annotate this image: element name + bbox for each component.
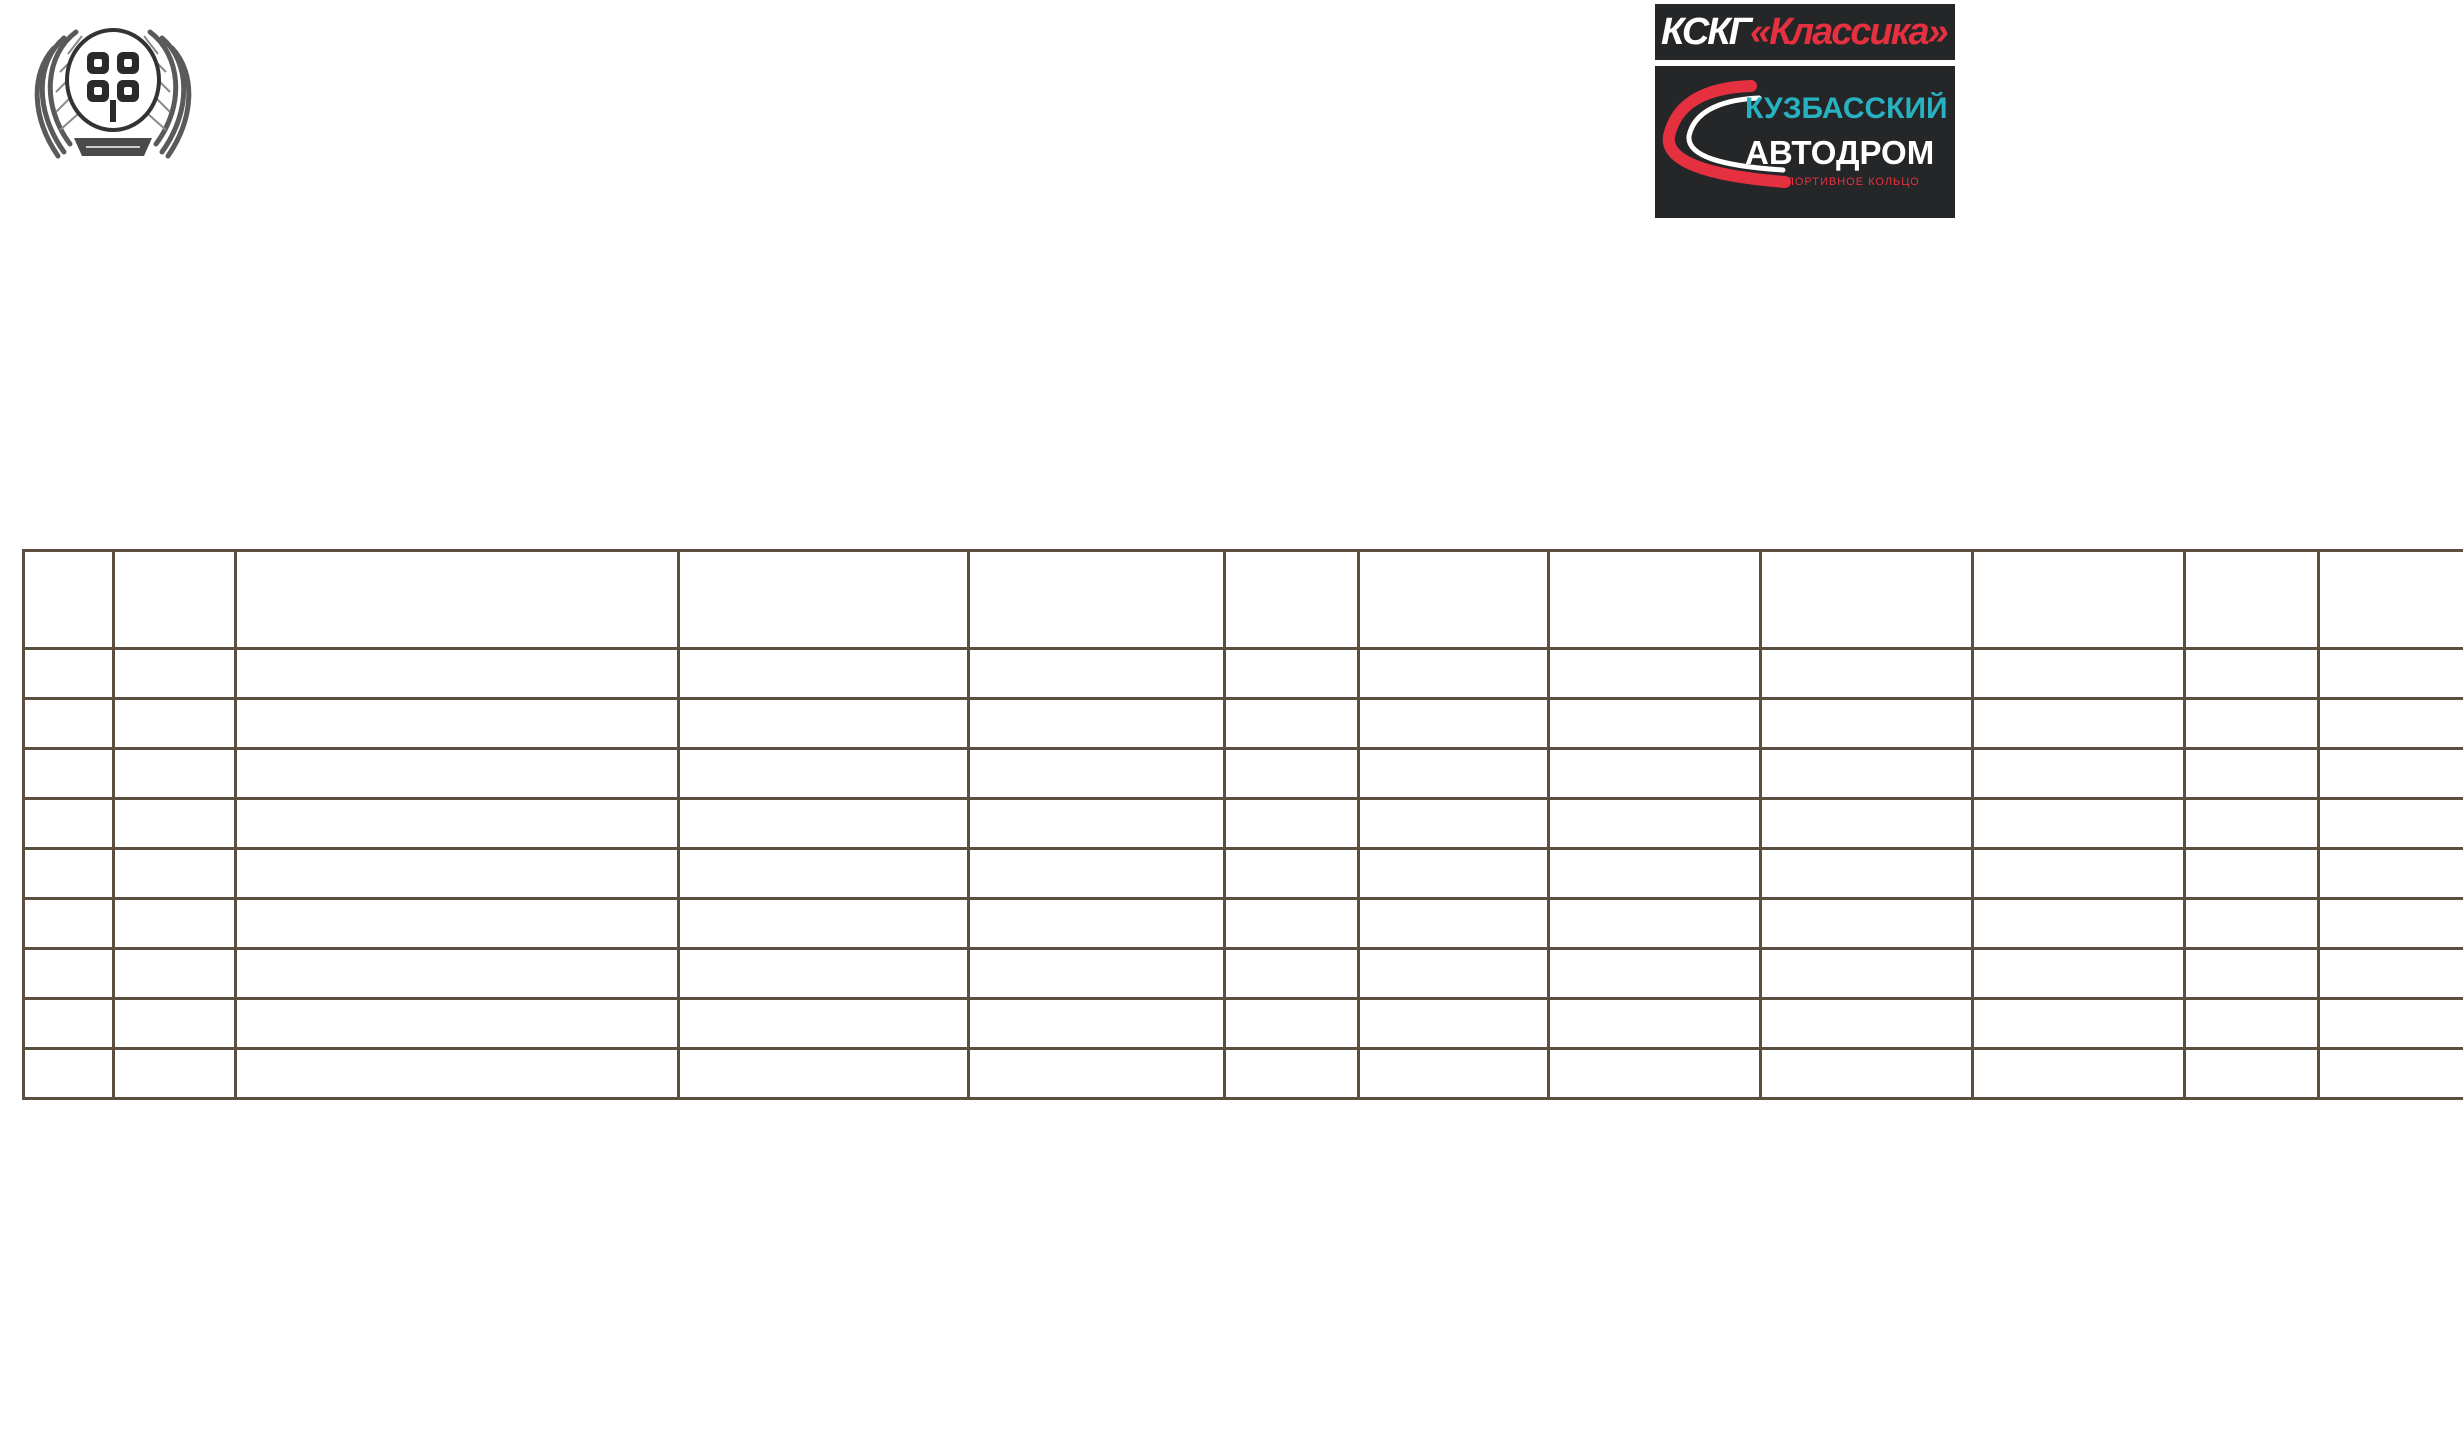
table-cell bbox=[114, 799, 236, 849]
table-row bbox=[24, 849, 2463, 899]
table-row bbox=[24, 749, 2463, 799]
table-cell bbox=[1359, 899, 1549, 949]
table-row bbox=[24, 1049, 2463, 1099]
table-cell bbox=[1359, 999, 1549, 1049]
table-cell bbox=[1359, 699, 1549, 749]
table-cell bbox=[2319, 999, 2463, 1049]
table-cell bbox=[1225, 999, 1359, 1049]
table-row bbox=[24, 649, 2463, 699]
table-cell bbox=[1761, 849, 1973, 899]
table-cell bbox=[1973, 799, 2185, 849]
table-cell bbox=[114, 551, 236, 649]
rafl-emblem-icon bbox=[24, 14, 202, 166]
table-cell bbox=[1225, 949, 1359, 999]
table-cell bbox=[24, 799, 114, 849]
table-cell bbox=[1761, 699, 1973, 749]
table-cell bbox=[969, 949, 1225, 999]
table-cell bbox=[2319, 849, 2463, 899]
table-cell bbox=[679, 551, 969, 649]
table-cell bbox=[1973, 999, 2185, 1049]
table-row bbox=[24, 999, 2463, 1049]
table-cell bbox=[1359, 551, 1549, 649]
table-cell bbox=[2319, 799, 2463, 849]
table-cell bbox=[114, 699, 236, 749]
table-cell bbox=[114, 899, 236, 949]
table-cell bbox=[2319, 899, 2463, 949]
table-cell bbox=[1761, 799, 1973, 849]
table-cell bbox=[1973, 849, 2185, 899]
table-cell bbox=[2185, 949, 2319, 999]
sponsor-bottom-banner bbox=[1655, 66, 1955, 218]
table-row bbox=[24, 949, 2463, 999]
table-cell bbox=[1549, 699, 1761, 749]
table-cell bbox=[1973, 899, 2185, 949]
table-cell bbox=[24, 899, 114, 949]
table-cell bbox=[1225, 699, 1359, 749]
table-cell bbox=[1225, 749, 1359, 799]
table-cell bbox=[2319, 699, 2463, 749]
table-cell bbox=[969, 899, 1225, 949]
table-cell bbox=[969, 649, 1225, 699]
table-cell bbox=[236, 799, 679, 849]
table-cell bbox=[1973, 949, 2185, 999]
table-cell bbox=[1973, 749, 2185, 799]
table-cell bbox=[24, 551, 114, 649]
table-cell bbox=[2185, 799, 2319, 849]
table-cell bbox=[114, 649, 236, 699]
table-cell bbox=[236, 849, 679, 899]
table-row bbox=[24, 899, 2463, 949]
table-cell bbox=[2185, 649, 2319, 699]
table-cell bbox=[1549, 849, 1761, 899]
table-cell bbox=[1549, 649, 1761, 699]
table-cell bbox=[1549, 899, 1761, 949]
table-cell bbox=[24, 849, 114, 899]
table-cell bbox=[679, 949, 969, 999]
table-cell bbox=[679, 999, 969, 1049]
table-cell bbox=[679, 1049, 969, 1099]
table-cell bbox=[1359, 849, 1549, 899]
results-table bbox=[22, 549, 2463, 1100]
table-cell bbox=[24, 1049, 114, 1099]
table-cell bbox=[2185, 699, 2319, 749]
table-cell bbox=[679, 899, 969, 949]
sponsor-line-kuzbass: КУЗБАССКИЙ bbox=[1745, 92, 1948, 125]
table-cell bbox=[236, 999, 679, 1049]
sponsor-line-autodrome: АВТОДРОМ bbox=[1745, 134, 1935, 171]
table-cell bbox=[2185, 1049, 2319, 1099]
table-cell bbox=[2185, 749, 2319, 799]
table-cell bbox=[236, 551, 679, 649]
table-cell bbox=[1225, 899, 1359, 949]
table-row bbox=[24, 799, 2463, 849]
table-cell bbox=[236, 899, 679, 949]
table-cell bbox=[1225, 551, 1359, 649]
table-cell bbox=[24, 649, 114, 699]
table-cell bbox=[1761, 749, 1973, 799]
table-row bbox=[24, 699, 2463, 749]
table-cell bbox=[2185, 899, 2319, 949]
table-cell bbox=[969, 849, 1225, 899]
table-cell bbox=[969, 799, 1225, 849]
table-cell bbox=[114, 949, 236, 999]
table-cell bbox=[969, 999, 1225, 1049]
table-cell bbox=[236, 649, 679, 699]
table-cell bbox=[1549, 749, 1761, 799]
table-cell bbox=[1225, 799, 1359, 849]
table-cell bbox=[1549, 1049, 1761, 1099]
table-cell bbox=[1225, 1049, 1359, 1099]
table-cell bbox=[679, 749, 969, 799]
table-cell bbox=[2185, 551, 2319, 649]
table-cell bbox=[24, 949, 114, 999]
table-cell bbox=[679, 699, 969, 749]
table-cell bbox=[1761, 551, 1973, 649]
table-cell bbox=[969, 551, 1225, 649]
table-cell bbox=[1549, 999, 1761, 1049]
table-cell bbox=[114, 1049, 236, 1099]
table-cell bbox=[2185, 849, 2319, 899]
table-cell bbox=[1973, 551, 2185, 649]
table-cell bbox=[1359, 799, 1549, 849]
table-cell bbox=[969, 699, 1225, 749]
table-cell bbox=[1761, 899, 1973, 949]
table-cell bbox=[236, 949, 679, 999]
table-cell bbox=[1973, 699, 2185, 749]
table-header-row bbox=[24, 551, 2463, 649]
table-cell bbox=[236, 699, 679, 749]
table-cell bbox=[2319, 551, 2463, 649]
sponsor-top-accent: «Классика» bbox=[1750, 11, 1947, 53]
table-cell bbox=[1761, 999, 1973, 1049]
table-cell bbox=[2319, 749, 2463, 799]
table-cell bbox=[1973, 1049, 2185, 1099]
table-cell bbox=[236, 749, 679, 799]
sponsor-top-banner bbox=[1655, 4, 1955, 60]
table-cell bbox=[1359, 649, 1549, 699]
table-cell bbox=[114, 999, 236, 1049]
table-cell bbox=[1549, 949, 1761, 999]
table-cell bbox=[969, 749, 1225, 799]
table-cell bbox=[236, 1049, 679, 1099]
table-cell bbox=[1549, 799, 1761, 849]
table-cell bbox=[114, 749, 236, 799]
table-cell bbox=[1225, 849, 1359, 899]
table-cell bbox=[679, 649, 969, 699]
table-cell bbox=[2319, 649, 2463, 699]
table-cell bbox=[114, 849, 236, 899]
table-cell bbox=[1359, 949, 1549, 999]
sponsor-top-text bbox=[1661, 6, 1953, 58]
sponsor-top-main: КСКГ bbox=[1661, 11, 1750, 53]
kuzbass-autodrome-logo-icon bbox=[1655, 4, 1955, 218]
table-cell bbox=[24, 749, 114, 799]
table-cell bbox=[969, 1049, 1225, 1099]
table-cell bbox=[2185, 999, 2319, 1049]
table-cell bbox=[679, 849, 969, 899]
table-cell bbox=[24, 699, 114, 749]
table-cell bbox=[1761, 1049, 1973, 1099]
table-cell bbox=[2319, 1049, 2463, 1099]
table-cell bbox=[1549, 551, 1761, 649]
table-cell bbox=[679, 799, 969, 849]
table-cell bbox=[1359, 1049, 1549, 1099]
table-cell bbox=[1761, 649, 1973, 699]
table-cell bbox=[1225, 649, 1359, 699]
sponsor-line-subtitle: СПОРТИВНОЕ КОЛЬЦО bbox=[1777, 176, 1920, 188]
table-cell bbox=[1761, 949, 1973, 999]
table-cell bbox=[1359, 749, 1549, 799]
table-cell bbox=[24, 999, 114, 1049]
table-cell bbox=[2319, 949, 2463, 999]
table-cell bbox=[1973, 649, 2185, 699]
